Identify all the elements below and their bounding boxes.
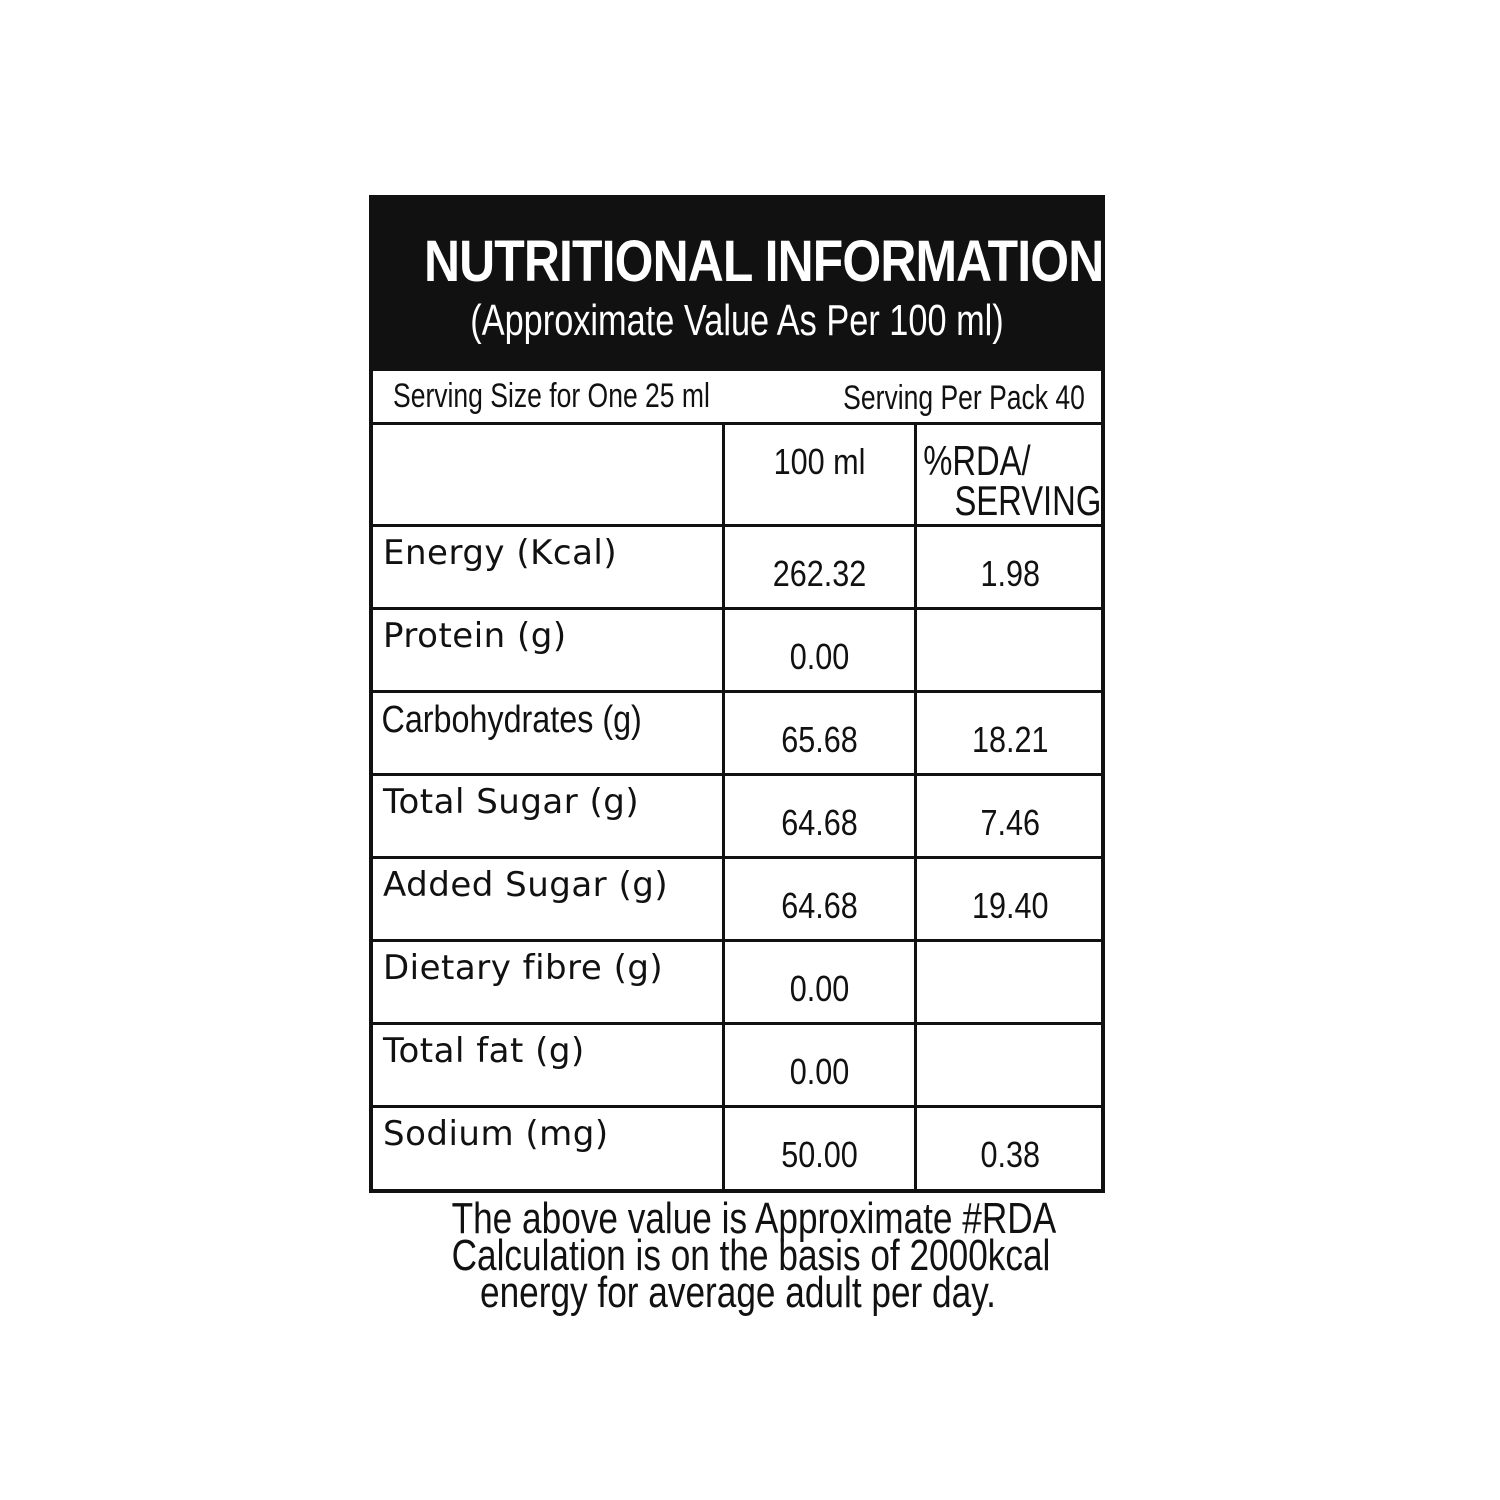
table-row [373, 608, 1103, 691]
nutrient-name: Carbohydrates (g) [381, 698, 642, 741]
footnote-line: Calculation is on the basis of 2000kcal [451, 1231, 1051, 1280]
value-rda: 0.38 [979, 1133, 1040, 1175]
nutrient-name: Sodium (mg) [383, 1113, 609, 1154]
header-100ml: 100 ml [773, 441, 865, 482]
label-header [373, 199, 1104, 371]
header-rda [917, 425, 1101, 524]
label-subtitle: (Approximate Value As Per 100 ml) [470, 296, 1004, 345]
value-per-100ml: 0.00 [789, 1050, 849, 1092]
value-per-100ml: 0.00 [789, 967, 849, 1009]
table-row [373, 691, 1103, 774]
value-rda [930, 1025, 1089, 1051]
header-100ml-cell [723, 425, 915, 525]
footnote-line: energy for average adult per day. [480, 1268, 996, 1317]
nutrient-name: Added Sugar (g) [383, 864, 669, 905]
header-rda-cell [915, 425, 1103, 525]
nutrition-label [369, 195, 1105, 1193]
value-per-100ml: 0.00 [789, 635, 849, 677]
header-rda-line2: SERVING [953, 477, 1101, 524]
footnote [380, 1194, 1096, 1317]
nutrient-name: Total fat (g) [383, 1030, 585, 1071]
value-rda: 19.40 [971, 884, 1049, 926]
value-per-100ml: 64.68 [780, 801, 858, 843]
value-rda: 7.46 [979, 801, 1040, 843]
value-rda [930, 942, 1089, 968]
value-per-100ml: 65.68 [780, 718, 858, 760]
nutrient-name: Total Sugar (g) [383, 781, 640, 822]
header-empty-cell [373, 425, 723, 525]
table-header-row [373, 425, 1103, 525]
value-per-100ml: 50.00 [780, 1133, 858, 1175]
servings-per-pack: Serving Per Pack 40 [843, 379, 1085, 417]
nutrient-name: Energy (Kcal) [383, 532, 618, 573]
nutrient-name: Dietary fibre (g) [383, 947, 664, 988]
table-row [373, 774, 1103, 857]
table-row [373, 940, 1103, 1023]
value-rda: 18.21 [971, 718, 1049, 760]
nutrient-name: Protein (g) [383, 615, 567, 656]
table-row [373, 857, 1103, 940]
value-rda [930, 610, 1089, 636]
serving-info-row [373, 371, 1101, 425]
value-rda: 1.98 [979, 552, 1040, 594]
table-row [373, 1023, 1103, 1106]
nutrition-table [373, 425, 1103, 1189]
table-row [373, 1106, 1103, 1189]
label-title: NUTRITIONAL INFORMATION [423, 229, 1104, 294]
header-rda-line1: %RDA/ [922, 437, 1031, 484]
value-per-100ml: 262.32 [772, 552, 866, 594]
serving-size: Serving Size for One 25 ml [393, 377, 710, 415]
value-per-100ml: 64.68 [780, 884, 858, 926]
table-row [373, 525, 1103, 608]
footnote-line: The above value is Approximate #RDA [451, 1194, 1057, 1243]
